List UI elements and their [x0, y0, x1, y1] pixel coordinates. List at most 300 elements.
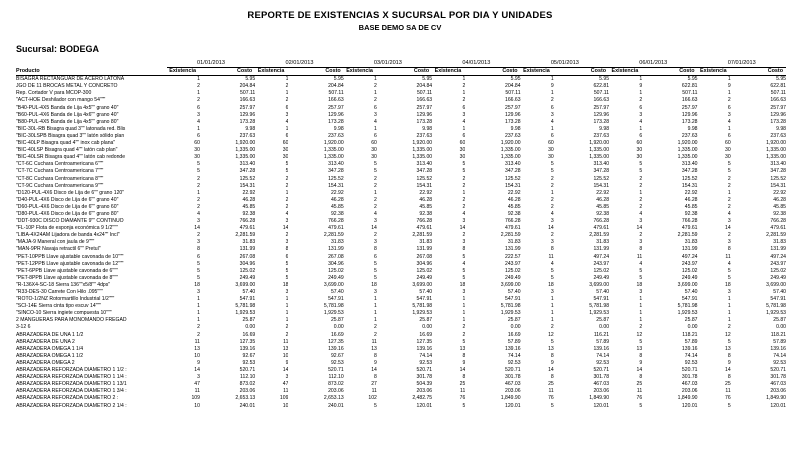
cell-cost: 125.52: [416, 175, 433, 182]
cell-cost: 154.31: [681, 182, 698, 189]
cell-existence: 11: [548, 388, 554, 395]
cell-cost: 1,920.00: [677, 140, 698, 147]
cell-existence: 1: [462, 125, 466, 132]
cell-cost: 507.11: [593, 90, 610, 97]
cell-existence: 1: [550, 76, 554, 83]
cell-existence: 2: [197, 175, 200, 182]
cell-existence: 5: [374, 260, 377, 267]
cell-existence: 6: [727, 132, 731, 139]
cell-existence: 2: [639, 182, 643, 189]
cell-existence: 8: [550, 374, 554, 381]
cell-existence: 14: [371, 367, 377, 374]
cell-existence: 47: [282, 381, 289, 388]
cell-existence: 11: [371, 388, 377, 395]
cell-existence: 3: [550, 239, 554, 246]
cell-cost: 347.28: [239, 168, 256, 175]
cell-cost: 301.78: [416, 374, 433, 381]
cell-cost: 1,335.00: [500, 147, 521, 154]
product-name: 2 MANGUERAS PARA MONOMANDO FREGAD: [16, 317, 127, 324]
cell-cost: 622.81: [770, 83, 786, 90]
cell-cost: 304.96: [239, 260, 256, 267]
column-header-cost-2: Costo: [288, 68, 343, 76]
cell-existence: 2: [285, 331, 289, 338]
cell-existence: 30: [548, 154, 554, 161]
table-row: [16, 310, 786, 317]
cell-existence: 8: [462, 374, 466, 381]
cell-cost: 154.31: [593, 182, 610, 189]
cell-existence: 5: [462, 402, 466, 409]
cell-existence: 11: [371, 338, 377, 345]
cell-cost: 9.98: [776, 125, 786, 132]
cell-cost: 5,781.98: [677, 303, 698, 310]
cell-existence: 4: [639, 118, 643, 125]
table-row: [16, 360, 786, 367]
cell-cost: 16.69: [242, 331, 256, 338]
table-row: [16, 119, 786, 126]
cell-existence: 3: [285, 218, 289, 225]
cell-existence: 6: [462, 132, 466, 139]
cell-existence: 2: [550, 203, 554, 210]
cell-cost: 237.63: [681, 132, 698, 139]
cell-existence: 2: [727, 196, 731, 203]
cell-cost: 520.71: [681, 367, 698, 374]
product-name: ABRAZADERA REFORZADA DIAMETRO 2 :: [16, 395, 119, 402]
cell-existence: 5: [727, 274, 731, 281]
cell-cost: 57.89: [684, 338, 698, 345]
cell-existence: 5: [550, 161, 554, 168]
column-header-existence-6: Existencia: [609, 68, 642, 76]
cell-cost: 45.85: [507, 203, 521, 210]
cell-cost: 3,699.00: [766, 281, 786, 288]
cell-existence: 30: [725, 147, 731, 154]
cell-cost: 92.38: [773, 210, 786, 217]
cell-cost: 131.99: [505, 246, 521, 253]
cell-existence: 14: [636, 225, 643, 232]
cell-cost: 3,699.00: [677, 281, 698, 288]
cell-cost: 766.28: [416, 218, 433, 225]
cell-existence: 2: [197, 324, 200, 331]
cell-cost: 166.63: [239, 97, 256, 104]
cell-existence: 1: [550, 310, 554, 317]
cell-cost: 313.40: [770, 161, 786, 168]
table-row: [16, 395, 786, 402]
table-row: [16, 140, 786, 147]
cell-existence: 2: [285, 175, 289, 182]
cell-cost: 1,929.53: [500, 310, 521, 317]
cell-cost: 92.53: [773, 359, 786, 366]
cell-existence: 1: [639, 317, 643, 324]
cell-cost: 873.02: [328, 381, 344, 388]
cell-cost: 25.87: [684, 317, 698, 324]
report-subtitle: BASE DEMO SA DE CV: [358, 23, 442, 32]
cell-cost: 3,699.00: [323, 281, 344, 288]
cell-existence: 25: [459, 381, 466, 388]
cell-cost: 2,653.13: [323, 395, 344, 402]
cell-existence: 2: [374, 331, 377, 338]
date-header-1: 01/01/2013: [167, 60, 255, 68]
cell-existence: 3: [727, 239, 731, 246]
cell-cost: 222.57: [505, 253, 521, 260]
table-row: [16, 261, 786, 268]
cell-existence: 14: [459, 367, 466, 374]
cell-cost: 173.28: [505, 118, 521, 125]
cell-cost: 131.99: [593, 246, 610, 253]
cell-existence: 1: [462, 303, 466, 310]
cell-existence: 1: [550, 90, 554, 97]
table-row: [16, 303, 786, 310]
cell-existence: 1: [285, 125, 289, 132]
cell-cost: 1,335.00: [677, 147, 698, 154]
cell-cost: 131.99: [239, 246, 256, 253]
cell-existence: 2: [285, 182, 289, 189]
cell-cost: 257.97: [416, 104, 433, 111]
product-name: ABRAZADERA REFORZADA DIAMETRO 1 1/2 :: [16, 367, 127, 374]
cell-existence: 3: [550, 289, 554, 295]
cell-existence: 2: [285, 83, 289, 90]
cell-cost: 467.03: [770, 381, 786, 388]
cell-cost: 520.71: [593, 367, 610, 374]
cell-cost: 249.49: [239, 274, 256, 281]
cell-cost: 313.40: [416, 161, 433, 168]
cell-cost: 622.81: [593, 83, 610, 90]
cell-existence: 3: [462, 239, 466, 246]
product-name: "ROTO-1/2NZ Rotormartillo Industrial 1/2""": [16, 296, 115, 303]
cell-existence: 25: [548, 381, 554, 388]
cell-cost: 125.02: [239, 267, 256, 274]
cell-existence: 5: [374, 274, 377, 281]
cell-cost: 112.10: [240, 374, 256, 381]
cell-cost: 2,281.59: [677, 232, 698, 239]
product-name: "SINCO-10 Sierra ingiete compuesta 10""": [16, 310, 112, 317]
cell-existence: 11: [194, 338, 200, 345]
cell-cost: 0.00: [245, 324, 256, 331]
cell-cost: 139.16: [416, 345, 433, 352]
product-name: ABRAZADERA REFORZADA DIAMETRO 1 13/1: [16, 381, 127, 388]
table-row: [16, 168, 786, 175]
cell-cost: 622.81: [681, 83, 698, 90]
column-header-existence-2: Existencia: [255, 68, 288, 76]
cell-cost: 1,920.00: [500, 140, 521, 147]
cell-cost: 25.87: [330, 317, 344, 324]
cell-existence: 3: [197, 218, 200, 225]
cell-existence: 1: [285, 296, 289, 303]
cell-existence: 6: [197, 253, 200, 260]
cell-cost: 504.39: [416, 381, 433, 388]
cell-cost: 203.06: [416, 388, 433, 395]
cell-existence: 3: [374, 218, 377, 225]
cell-existence: 1: [197, 189, 200, 196]
cell-cost: 547.91: [416, 296, 433, 303]
cell-cost: 2,281.59: [500, 232, 521, 239]
cell-existence: 3: [550, 111, 554, 118]
cell-existence: 1: [374, 76, 377, 83]
cell-existence: 10: [194, 352, 200, 359]
cell-cost: 347.28: [328, 168, 344, 175]
cell-existence: 4: [197, 210, 200, 217]
table-row: [16, 268, 786, 275]
cell-existence: 5: [727, 402, 731, 409]
cell-cost: 5,781.98: [766, 303, 786, 310]
cell-cost: 3,699.00: [412, 281, 433, 288]
table-row: [16, 197, 786, 204]
cell-cost: 1,849.90: [677, 395, 698, 402]
cell-existence: 30: [459, 147, 466, 154]
cell-existence: 2: [374, 203, 377, 210]
cell-cost: 203.06: [505, 388, 521, 395]
cell-existence: 18: [548, 281, 554, 288]
cell-existence: 13: [725, 345, 731, 352]
cell-cost: 1,335.00: [766, 154, 786, 161]
cell-cost: 301.78: [681, 374, 698, 381]
cell-cost: 257.97: [593, 104, 610, 111]
cell-existence: 8: [639, 246, 643, 253]
cell-cost: 116.21: [593, 331, 610, 338]
cell-existence: 5: [285, 260, 289, 267]
cell-existence: 5: [727, 338, 731, 345]
cell-existence: 5: [374, 168, 377, 175]
cell-existence: 6: [550, 132, 554, 139]
cell-cost: 45.85: [596, 203, 610, 210]
cell-cost: 0.00: [422, 324, 433, 331]
table-row: [16, 90, 786, 97]
cell-existence: 18: [725, 281, 731, 288]
cell-existence: 6: [550, 104, 554, 111]
cell-existence: 1: [727, 296, 731, 303]
cell-cost: 766.28: [505, 218, 521, 225]
cell-existence: 1: [374, 296, 377, 303]
cell-cost: 118.21: [770, 331, 786, 338]
table-row: [16, 339, 786, 346]
column-header-cost-5: Costo: [554, 68, 609, 76]
cell-cost: 31.83: [507, 239, 521, 246]
cell-cost: 237.63: [505, 132, 521, 139]
cell-cost: 139.16: [505, 345, 521, 352]
table-row: [16, 161, 786, 168]
cell-existence: 2: [374, 97, 377, 104]
cell-cost: 154.31: [239, 182, 256, 189]
table-row: [16, 367, 786, 374]
cell-existence: 18: [282, 281, 289, 288]
cell-cost: 267.08: [328, 253, 344, 260]
cell-cost: 125.02: [505, 267, 521, 274]
cell-existence: 2: [197, 203, 200, 210]
cell-existence: 8: [374, 246, 377, 253]
cell-existence: 4: [462, 210, 466, 217]
cell-cost: 5.95: [245, 76, 256, 83]
cell-existence: 4: [550, 260, 554, 267]
cell-cost: 129.96: [328, 111, 344, 118]
table-row: [16, 204, 786, 211]
product-name: JGO DE 11 BROCAS METAL Y CONCRETO: [16, 83, 118, 90]
cell-cost: 479.61: [328, 225, 344, 232]
cell-existence: 14: [371, 225, 377, 232]
cell-cost: 520.71: [505, 367, 521, 374]
cell-existence: 1: [727, 317, 731, 324]
cell-cost: 5.95: [510, 76, 521, 83]
column-header-cost-7: Costo: [731, 68, 786, 76]
cell-existence: 2: [462, 175, 466, 182]
cell-cost: 257.97: [770, 104, 786, 111]
cell-cost: 31.83: [773, 239, 786, 246]
cell-existence: 5: [639, 274, 643, 281]
cell-existence: 2: [374, 175, 377, 182]
cell-existence: 3: [639, 218, 643, 225]
cell-existence: 4: [727, 118, 731, 125]
cell-existence: 3: [462, 289, 466, 295]
cell-cost: 237.63: [239, 132, 256, 139]
cell-cost: 112.10: [328, 374, 344, 381]
cell-existence: 30: [282, 154, 289, 161]
cell-existence: 76: [636, 395, 643, 402]
cell-cost: 347.28: [770, 168, 786, 175]
cell-cost: 237.63: [328, 132, 344, 139]
cell-existence: 9: [727, 83, 731, 90]
cell-existence: 4: [374, 118, 377, 125]
cell-cost: 2,281.59: [766, 232, 786, 239]
cell-cost: 45.85: [684, 203, 698, 210]
table-row: [16, 324, 786, 331]
cell-existence: 1: [197, 90, 200, 97]
cell-existence: 5: [374, 402, 377, 409]
cell-cost: 313.40: [505, 161, 521, 168]
cell-existence: 11: [725, 253, 731, 260]
cell-cost: 467.03: [593, 381, 610, 388]
cell-cost: 1,929.53: [677, 310, 698, 317]
cell-cost: 1,849.90: [766, 395, 786, 402]
cell-existence: 1: [197, 317, 200, 324]
cell-cost: 5,781.98: [323, 303, 344, 310]
cell-cost: 125.52: [593, 175, 610, 182]
cell-existence: 14: [725, 367, 731, 374]
cell-existence: 2: [197, 331, 200, 338]
cell-cost: 257.97: [239, 104, 256, 111]
cell-cost: 0.00: [510, 324, 521, 331]
cell-cost: 547.91: [328, 296, 344, 303]
cell-existence: 13: [282, 345, 289, 352]
cell-existence: 14: [459, 225, 466, 232]
cell-existence: 2: [285, 203, 289, 210]
cell-cost: 240.01: [328, 402, 344, 409]
cell-cost: 520.71: [239, 367, 256, 374]
cell-cost: 347.28: [416, 168, 433, 175]
cell-existence: 14: [725, 225, 731, 232]
cell-existence: 18: [636, 281, 643, 288]
cell-existence: 30: [725, 154, 731, 161]
cell-cost: 57.40: [684, 289, 698, 295]
cell-existence: 3: [197, 111, 200, 118]
cell-cost: 203.06: [328, 388, 344, 395]
cell-cost: 9.98: [510, 125, 521, 132]
cell-cost: 74.14: [596, 352, 610, 359]
cell-cost: 2,281.59: [412, 232, 433, 239]
cell-existence: 12: [636, 331, 643, 338]
cell-existence: 10: [282, 352, 289, 359]
cell-existence: 5: [374, 161, 377, 168]
cell-cost: 347.28: [505, 168, 521, 175]
cell-cost: 92.53: [596, 359, 610, 366]
cell-existence: 1: [639, 76, 643, 83]
product-name: "D80-PUL-4X6 Disco de Lija de 6"" grano 80": [16, 210, 119, 217]
cell-existence: 1: [285, 90, 289, 97]
cell-existence: 8: [550, 352, 554, 359]
table-row: [16, 332, 786, 339]
column-header-cost-3: Costo: [377, 68, 432, 76]
cell-existence: 60: [459, 140, 466, 147]
cell-existence: 14: [636, 367, 643, 374]
cell-existence: 2: [197, 97, 200, 104]
cell-cost: 766.28: [239, 218, 256, 225]
cell-cost: 22.92: [773, 189, 786, 196]
cell-cost: 74.14: [419, 352, 433, 359]
cell-existence: 2: [374, 324, 377, 331]
cell-existence: 14: [282, 225, 289, 232]
cell-existence: 1: [462, 189, 466, 196]
product-name: "PET-10PPB Llave ajustable cavonada de 10""": [16, 253, 124, 260]
column-header-row: [16, 68, 786, 76]
cell-existence: 5: [462, 161, 466, 168]
product-name: "B40-PUL-4X5 Banda de Lija 4x5"" grano 40": [16, 104, 119, 111]
cell-existence: 6: [374, 104, 377, 111]
cell-existence: 8: [374, 352, 377, 359]
cell-existence: 2: [550, 175, 554, 182]
cell-cost: 120.01: [593, 402, 610, 409]
cell-cost: 16.69: [507, 331, 521, 338]
cell-existence: 1: [285, 303, 289, 310]
cell-cost: 301.78: [770, 374, 786, 381]
cell-cost: 125.02: [770, 267, 786, 274]
cell-cost: 118.21: [682, 331, 698, 338]
cell-existence: 1: [727, 189, 731, 196]
cell-existence: 27: [371, 381, 377, 388]
cell-cost: 249.49: [416, 274, 433, 281]
cell-cost: 125.02: [328, 267, 344, 274]
cell-existence: 5: [197, 267, 200, 274]
cell-cost: 0.00: [776, 324, 786, 331]
table-row: [16, 282, 786, 289]
cell-existence: 5: [285, 267, 289, 274]
cell-cost: 766.28: [593, 218, 610, 225]
cell-cost: 313.40: [239, 161, 256, 168]
cell-existence: 60: [548, 140, 554, 147]
cell-cost: 25.87: [242, 317, 256, 324]
table-body: [16, 76, 786, 410]
cell-cost: 57.89: [773, 338, 786, 345]
cell-cost: 57.40: [507, 289, 521, 295]
cell-existence: 1: [639, 90, 643, 97]
cell-cost: 25.87: [419, 317, 433, 324]
cell-cost: 1,849.90: [500, 395, 521, 402]
cell-existence: 2: [550, 97, 554, 104]
table-row: [16, 211, 786, 218]
cell-existence: 10: [194, 402, 200, 409]
table-row: [16, 225, 786, 232]
cell-cost: 304.96: [416, 260, 433, 267]
cell-existence: 30: [459, 154, 466, 161]
cell-cost: 243.97: [505, 260, 521, 267]
cell-cost: 92.67: [242, 352, 256, 359]
cell-cost: 154.31: [505, 182, 521, 189]
cell-cost: 9.98: [599, 125, 610, 132]
cell-existence: 1: [550, 125, 554, 132]
cell-cost: 92.38: [330, 210, 344, 217]
cell-cost: 139.16: [328, 345, 344, 352]
cell-existence: 5: [550, 168, 554, 175]
cell-existence: 1: [639, 310, 643, 317]
cell-cost: 766.28: [328, 218, 344, 225]
cell-existence: 60: [636, 140, 643, 147]
cell-cost: 520.71: [328, 367, 344, 374]
cell-cost: 204.84: [505, 83, 521, 90]
